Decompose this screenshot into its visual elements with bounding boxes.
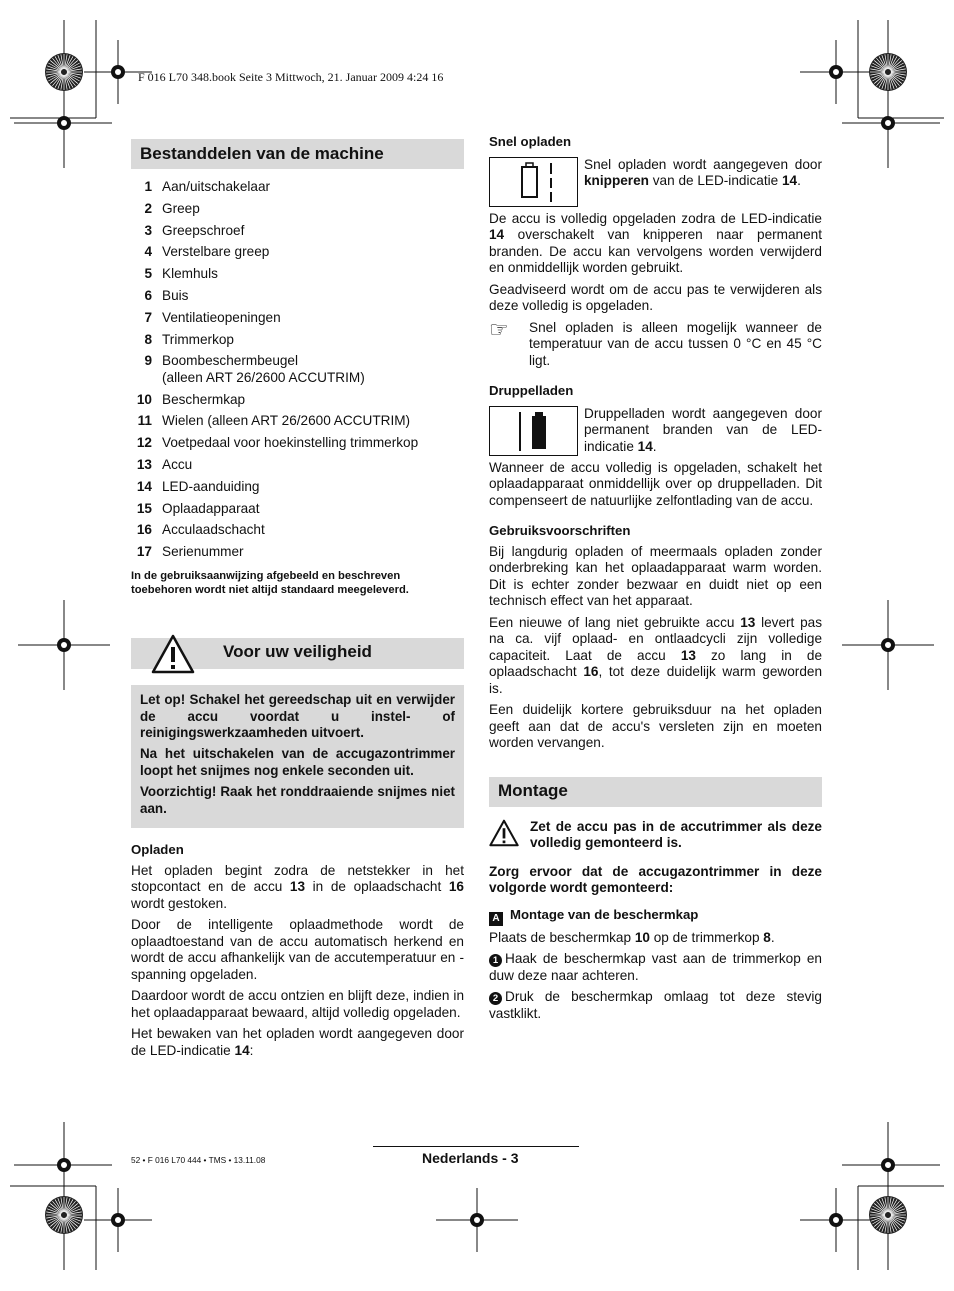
safety-warning-box [131,685,464,829]
charging-paragraph-2: Door de intelligente oplaadmethode wordt de oplaadtoestand van de accu automatisch herkend en wordt de accu afhankelijk van de accutemperatuur en -spanning opgeladen. [131,917,464,982]
parts-list-item [131,435,464,452]
part-number: 15 [136,500,152,516]
parts-list-item [131,244,464,261]
trickle-led-text: Druppelladen wordt aangegeven door permanent branden van de LED-indicatie 14. [584,405,822,454]
part-label: Accu [162,457,193,473]
parts-list-item [131,392,464,409]
parts-note: In de gebruiksaanwijzing afgebeeld en beschreven toebehoren wordt niet altijd standaard meegeleverd. [131,569,409,596]
safety-heading-bar [131,638,464,669]
warning-triangle-icon [151,634,195,674]
parts-list [131,179,464,561]
fast-charge-led-row [489,157,822,207]
part-label: Acculaadschacht [162,522,265,538]
part-number: 6 [144,287,152,303]
trickle-paragraph: Wanneer de accu volledig is opgeladen, schakelt het oplaadapparaat onmiddellijk over op druppelladen. Dit compenseert de natuurlijke zelfontlading van de accu. [489,459,822,508]
part-label: Beschermkap [162,391,246,407]
part-label: Oplaadapparaat [162,500,260,516]
usage-paragraph-1: Bij langdurig opladen of meermaals opladen zonder onderbreking kan het oplaadapparaat warm worden. Dit is echter zonder bezwaar en duidt niet op een technisch effect van het apparaat. [489,543,822,608]
warning-triangle-icon [489,819,519,847]
fast-charge-note: ☞ Snel opladen is alleen mogelijk wanneer de temperatuur van de accu tussen 0 °C en 45 °C ligt. [489,316,822,368]
parts-heading: Bestanddelen van de machine [131,139,464,169]
step-number-2-icon: 2 [489,992,502,1005]
part-number: 3 [144,222,152,238]
parts-list-item [131,413,464,430]
parts-list-item [131,544,464,561]
trickle-led-row [489,406,822,456]
part-label: Greep [162,200,200,216]
safety-title: Voor uw veiligheid [223,641,372,661]
part-number: 13 [136,457,152,473]
left-column [131,139,464,1064]
trickle-heading: Druppelladen [489,383,574,398]
part-label: Boombeschermbeugel (alleen ART 26/2600 ACCUTRIM) [162,353,365,385]
parts-list-item [131,266,464,283]
step-1: 1 Haak de beschermkap vast aan de trimmerkop en duw deze naar achteren. [489,951,822,983]
part-number: 5 [144,266,152,282]
part-number: 16 [136,522,152,538]
fast-charge-led-text: Snel opladen wordt aangegeven door knipperen van de LED-indicatie 14. [584,156,822,188]
parts-list-item [131,332,464,349]
charging-paragraph-3: Daardoor wordt de accu ontzien en blijft deze, indien in het oplaadapparaat bewaard, altijd volledig opgeladen. [131,988,464,1020]
safety-warning-2: Na het uitschakelen van de accugazontrimmer loopt het snijmes nog enkele seconden uit. [140,746,455,778]
montage-heading: Montage [489,777,822,807]
part-label: Ventilatieopeningen [162,309,281,325]
safety-warning-1: Let op! Schakel het gereedschap uit en verwijder de accu voordat u instel- of reinigingswerkzaamheden uitvoert. [140,691,455,741]
right-column [489,134,822,1027]
part-label: Verstelbare greep [162,244,270,260]
montage-warning: Zet de accu pas in de accutrimmer als deze volledig gemonteerd is. [489,819,822,852]
part-number: 14 [136,478,152,494]
part-label: Buis [162,287,189,303]
part-number: 8 [144,331,152,347]
part-number: 4 [144,244,152,260]
fast-charge-paragraph-2: Geadviseerd wordt om de accu pas te verwijderen als deze volledig is opgeladen. [489,281,822,313]
step-heading: A Montage van de beschermkap [489,907,822,926]
part-number: 2 [144,200,152,216]
part-number: 12 [136,435,152,451]
part-number: 17 [136,544,152,560]
part-number: 1 [144,179,152,194]
pointing-hand-icon: ☞ [489,316,509,342]
part-label: LED-aanduiding [162,478,260,494]
page-number: Nederlands - 3 [422,1150,519,1166]
step-paragraph: Plaats de beschermkap 10 op de trimmerkop 8. [489,929,775,945]
usage-paragraph-3: Een duidelijk kortere gebruiksduur na het opladen geeft aan dat de accu's versleten zijn en moeten worden vervangen. [489,702,822,750]
step-number-1-icon: 1 [489,954,502,967]
safety-warning-3: Voorzichtig! Raak het ronddraaiende snijmes niet aan. [140,783,455,816]
footer-divider [373,1146,579,1147]
footer-code: 52 • F 016 L70 444 • TMS • 13.11.08 [131,1155,266,1165]
part-label: Serienummer [162,544,244,560]
parts-list-item [131,310,464,327]
part-label: Wielen (alleen ART 26/2600 ACCUTRIM) [162,413,411,429]
parts-list-item [131,522,464,539]
parts-list-item [131,288,464,305]
part-number: 9 [144,353,152,369]
parts-list-item [131,479,464,496]
part-number: 7 [144,309,152,325]
step-2: 2 Druk de beschermkap omlaag tot deze stevig vastklikt. [489,989,822,1021]
parts-list-item [131,201,464,218]
part-label: Voetpedaal voor hoekinstelling trimmerkop [162,435,419,451]
usage-paragraph-2: Een nieuwe of lang niet gebruikte accu 13 levert pas na ca. vijf oplaad- en ontlaadcycli zijn volledige capaciteit. Laat de accu 13 zo lang in de oplaadschacht 16, tot deze duidelijk warm geworden is. [489,614,822,696]
parts-list-item [131,457,464,474]
parts-list-item [131,179,464,196]
charging-paragraph-1: Het opladen begint zodra de netstekker in het stopcontact en de accu 13 in de oplaadschacht 16 wordt gestoken. [131,862,464,911]
parts-list-item [131,353,464,386]
part-label: Trimmerkop [162,331,234,347]
part-number: 10 [136,391,152,407]
fast-charge-heading: Snel opladen [489,134,572,149]
part-label: Klemhuls [162,266,218,282]
part-number: 11 [137,413,152,429]
usage-heading: Gebruiksvoorschriften [489,523,631,538]
parts-list-item [131,223,464,240]
led-blinking-icon [489,157,578,207]
part-label: Aan/uitschakelaar [162,179,271,194]
fast-charge-paragraph-1: De accu is volledig opgeladen zodra de LED-indicatie 14 overschakelt van knipperen naar permanent branden. De accu kan vervolgens worden verwijderd en onmiddellijk worden gebruikt. [489,210,822,275]
parts-list-item [131,501,464,518]
led-steady-icon [489,406,578,456]
charging-paragraph-4: Het bewaken van het opladen wordt aangegeven door de LED-indicatie 14: [131,1026,464,1058]
print-info: F 016 L70 348.book Seite 3 Mittwoch, 21. Januar 2009 4:24 16 [138,70,444,84]
part-label: Greepschroef [162,222,245,238]
figure-a-icon: A [489,912,503,926]
charging-heading: Opladen [131,842,184,858]
montage-order-text: Zorg ervoor dat de accugazontrimmer in deze volgorde wordt gemonteerd: [489,863,822,895]
